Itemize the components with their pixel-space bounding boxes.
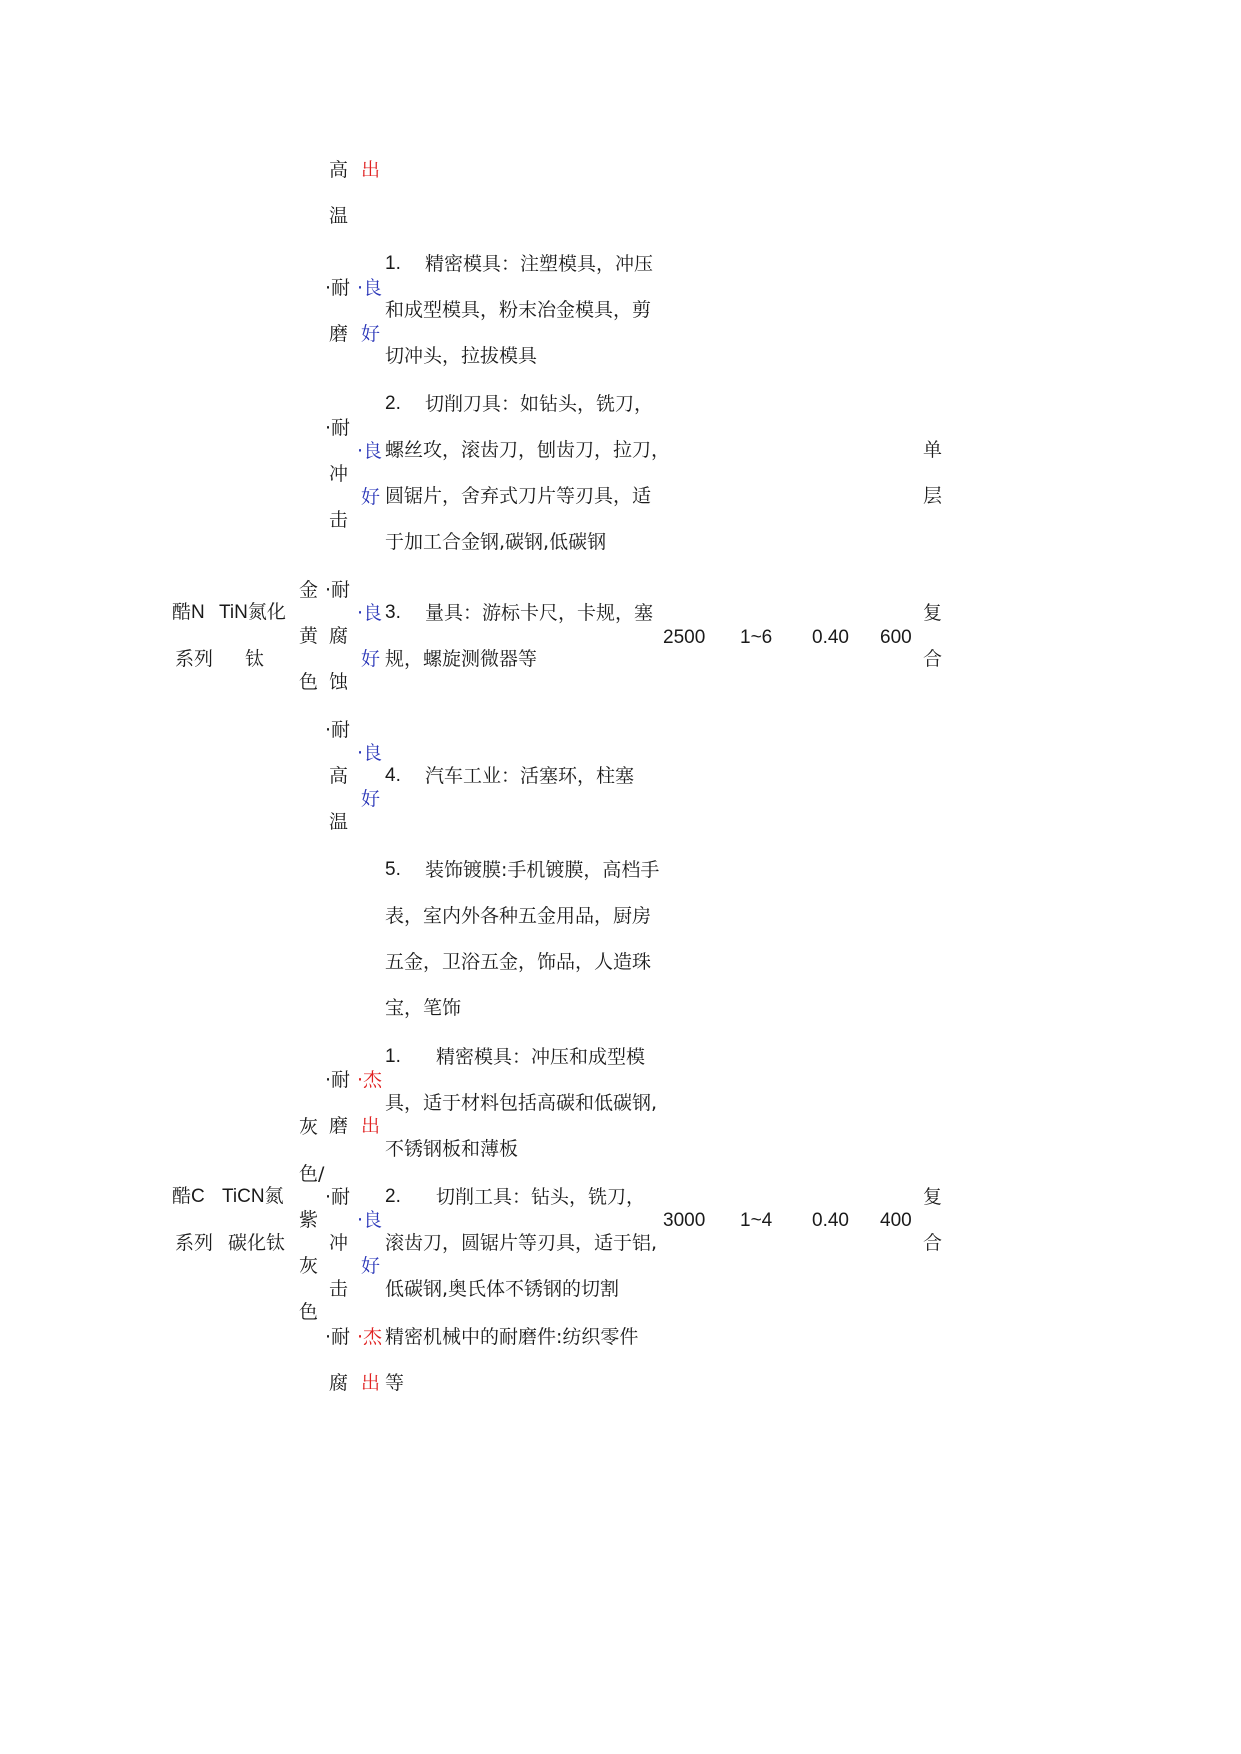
rating-label: ·良: [357, 440, 383, 462]
list-item: 精密模具：注塑模具，冲压: [425, 253, 654, 275]
series-name: 系列: [175, 1232, 214, 1254]
max-temp-value: 400: [880, 1210, 912, 1231]
layer-structure: 合: [923, 1232, 943, 1254]
list-number: 1.: [385, 253, 401, 274]
layer-structure: 复: [923, 1186, 943, 1208]
list-item: 汽车工业：活塞环，柱塞: [425, 765, 635, 787]
list-item: 精密模具：冲压和成型模: [436, 1046, 646, 1068]
list-item: 切削刀具：如钻头，铣刀，: [425, 393, 654, 415]
list-item: 螺丝攻，滚齿刀，刨齿刀，拉刀，: [385, 439, 671, 461]
coating-color: 金: [299, 579, 319, 601]
list-item: 装饰镀膜:手机镀膜，高档手: [425, 859, 660, 881]
hardness-value: 3000: [663, 1210, 706, 1231]
coating-color: 黄: [299, 625, 319, 647]
list-item: 宝，笔饰: [385, 997, 462, 1019]
coating-color: 灰: [299, 1116, 319, 1138]
max-temp-value: 600: [880, 627, 912, 648]
list-item: 具，适于材料包括高碳和低碳钢,: [385, 1092, 658, 1114]
series-name: 酷N: [172, 602, 205, 623]
rating-label: ·良: [357, 277, 383, 299]
rating-label: 好: [361, 323, 381, 345]
rating-label: 好: [361, 486, 381, 508]
coating-color: 灰: [299, 1255, 319, 1277]
list-number: 3.: [385, 602, 401, 623]
list-number: 2.: [385, 393, 401, 414]
series-name: 酷C: [172, 1186, 205, 1207]
list-item: 滚齿刀，圆锯片等刃具，适于铝,: [385, 1232, 658, 1254]
property-label: ·耐: [325, 579, 351, 601]
property-label: 冲: [329, 463, 349, 485]
property-label: 温: [329, 811, 349, 833]
property-label: ·耐: [325, 1069, 351, 1091]
thickness-value: 1~4: [740, 1210, 773, 1231]
rating-label: ·杰: [357, 1326, 383, 1348]
list-number: 4.: [385, 765, 401, 786]
rating-label: 好: [361, 1255, 381, 1277]
list-number: 2.: [385, 1186, 401, 1207]
layer-structure: 单: [923, 439, 943, 461]
coating-name: TiCN氮: [222, 1186, 284, 1207]
list-number: 5.: [385, 859, 401, 880]
coating-color: 紫: [299, 1209, 319, 1231]
property-label: ·耐: [325, 1186, 351, 1208]
list-item: 于加工合金钢,碳钢,低碳钢: [385, 531, 607, 553]
rating-label: 出: [361, 1372, 381, 1394]
coating-color: 色: [299, 671, 319, 693]
property-label: ·耐: [325, 719, 351, 741]
list-item: 量具：游标卡尺，卡规，塞: [425, 602, 654, 624]
list-item: 五金，卫浴五金，饰品，人造珠: [385, 951, 652, 973]
list-item: 和成型模具，粉末冶金模具，剪: [385, 299, 652, 321]
friction-value: 0.40: [812, 627, 849, 648]
list-item: 切削工具：钻头，铣刀，: [436, 1186, 646, 1208]
rating-label: 好: [361, 648, 381, 670]
property-label: 击: [329, 509, 349, 531]
property-label: 冲: [329, 1232, 349, 1254]
coating-name: TiN氮化: [219, 602, 286, 623]
rating-line: 出: [361, 159, 381, 181]
rating-label: 出: [361, 1115, 381, 1137]
list-item: 切冲头，拉拔模具: [385, 345, 538, 367]
coating-name: 碳化钛: [228, 1232, 286, 1254]
coating-color: 色/: [299, 1163, 325, 1185]
rating-label: ·良: [357, 602, 383, 624]
prop-line: 高: [329, 159, 349, 181]
property-label: 蚀: [329, 671, 349, 693]
property-label: 腐: [329, 1372, 349, 1394]
list-item: 表，室内外各种五金用品，厨房: [385, 905, 652, 927]
property-label: 磨: [329, 323, 349, 345]
list-number: 1.: [385, 1046, 401, 1067]
rating-label: ·良: [357, 742, 383, 764]
thickness-value: 1~6: [740, 627, 773, 648]
layer-structure: 合: [923, 648, 943, 670]
friction-value: 0.40: [812, 1210, 849, 1231]
layer-structure: 复: [923, 602, 943, 624]
list-item: 等: [385, 1372, 405, 1394]
list-item: 规，螺旋测微器等: [385, 648, 538, 670]
rating-label: 好: [361, 788, 381, 810]
series-name: 系列: [175, 648, 214, 670]
list-item: 圆锯片，舍弃式刀片等刃具，适: [385, 485, 652, 507]
property-label: 腐: [329, 625, 349, 647]
prop-line: 温: [329, 205, 349, 227]
property-label: ·耐: [325, 417, 351, 439]
property-label: 磨: [329, 1115, 349, 1137]
list-item: 精密机械中的耐磨件:纺织零件: [385, 1326, 639, 1348]
rating-label: ·良: [357, 1209, 383, 1231]
property-label: ·耐: [325, 277, 351, 299]
coating-name: 钛: [245, 648, 265, 670]
property-label: ·耐: [325, 1326, 351, 1348]
list-item: 不锈钢板和薄板: [385, 1138, 519, 1160]
list-item: 低碳钢,奥氏体不锈钢的切割: [385, 1278, 620, 1300]
coating-color: 色: [299, 1301, 319, 1323]
layer-structure: 层: [923, 485, 943, 507]
rating-label: ·杰: [357, 1069, 383, 1091]
property-label: 击: [329, 1278, 349, 1300]
hardness-value: 2500: [663, 627, 706, 648]
property-label: 高: [329, 765, 349, 787]
